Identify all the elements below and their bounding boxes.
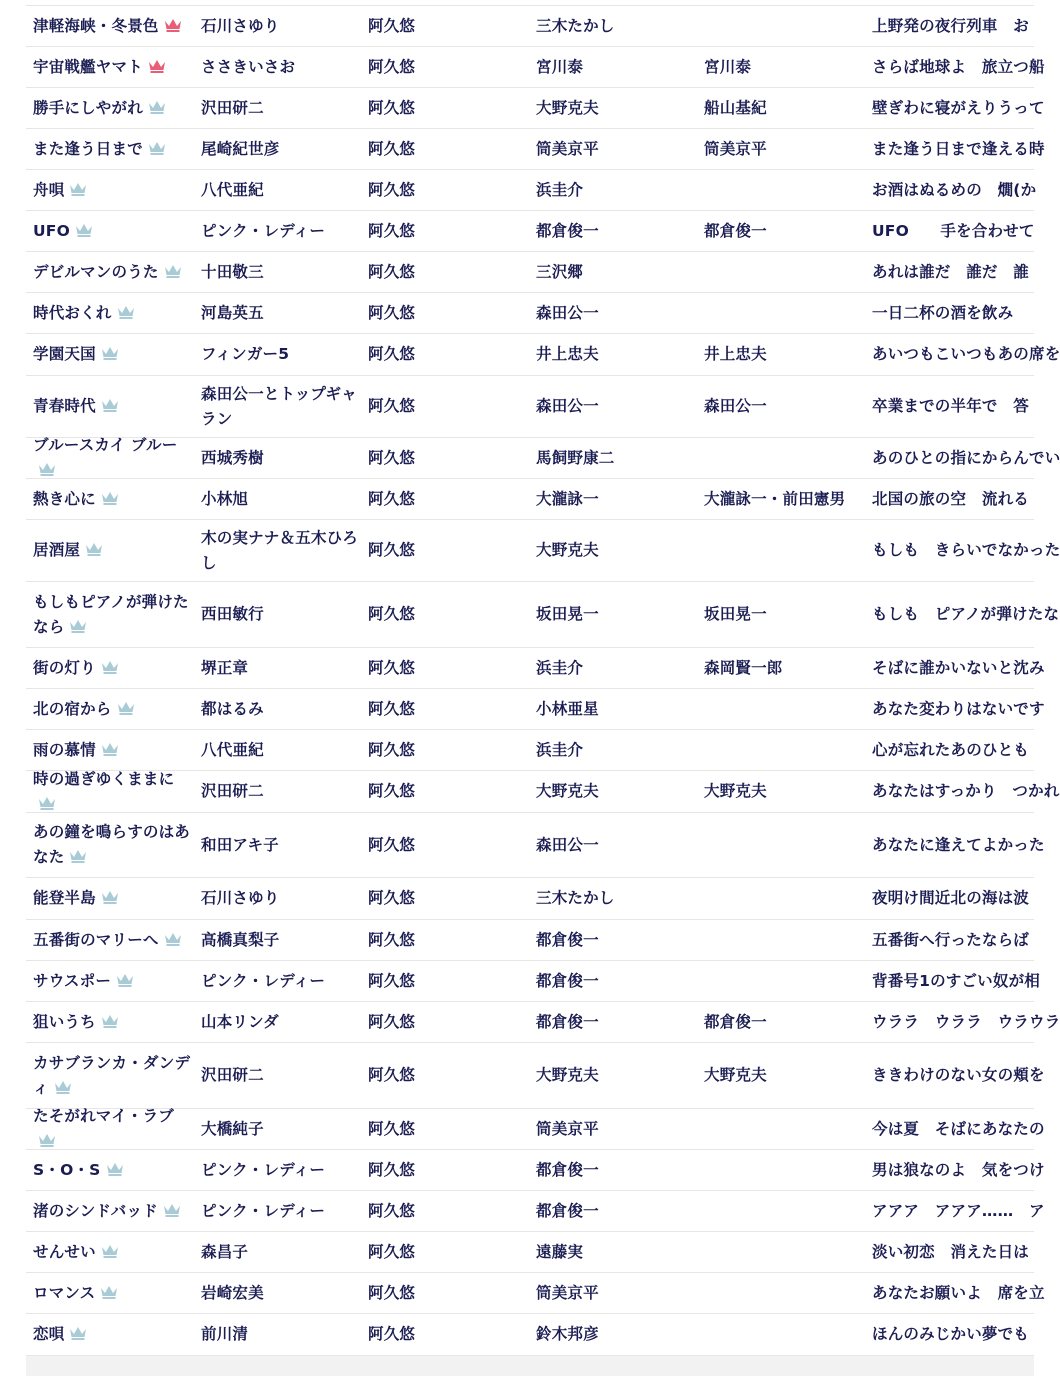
artist-cell[interactable]: 尾崎紀世彦 [201,139,280,158]
artist-cell[interactable]: 木の実ナナ＆五木ひろし [201,528,359,572]
blue-crown-icon [38,796,56,811]
lyrics-start-cell: 上野発の夜行列車 お [872,16,1030,35]
blue-crown-icon [101,660,119,675]
composer-cell[interactable]: 大瀧詠一 [536,489,599,508]
blue-crown-icon [164,932,182,947]
song-title-link[interactable]: 五番街のマリーへ [33,930,159,949]
table-row [26,170,1037,211]
composer-cell[interactable]: 大野克夫 [536,541,599,559]
song-title-cell [26,88,194,128]
blue-crown-icon [75,223,93,238]
composer-cell[interactable]: 都倉俊一 [536,221,599,240]
song-title-cell [26,771,194,812]
artist-cell[interactable]: 八代亜紀 [201,740,264,759]
blue-crown-icon [69,182,87,197]
arranger-cell[interactable]: 船山基紀 [704,98,767,117]
artist-cell[interactable]: 沢田研二 [201,1066,264,1084]
table-row [26,47,1045,88]
arranger-cell[interactable] [697,730,865,770]
lyricist-cell[interactable]: 阿久悠 [368,1160,416,1179]
artist-cell[interactable]: ピンク・レディー [201,971,326,990]
song-title-cell [26,211,194,251]
song-title-link[interactable]: S・O・S [33,1160,101,1179]
blue-crown-icon [101,1244,119,1259]
artist-cell[interactable]: 小林旭 [201,489,249,508]
lyricist-cell[interactable]: 阿久悠 [368,658,416,677]
song-title-link[interactable]: 時の過ぎゆくままに [33,769,175,788]
composer-cell[interactable]: 都倉俊一 [536,1160,599,1179]
composer-cell[interactable]: 浜圭介 [536,658,584,677]
composer-cell[interactable]: 三沢郷 [536,262,584,281]
song-title-cell [26,689,194,729]
song-title-link[interactable]: サウスポー [33,971,112,990]
artist-cell[interactable]: 沢田研二 [201,782,264,800]
table-row [26,689,1045,730]
table-row [26,252,1034,293]
arranger-cell[interactable]: 大野克夫 [704,782,767,800]
table-row [26,920,1034,961]
arranger-cell[interactable] [697,293,865,333]
artist-cell[interactable]: 森昌子 [201,1242,249,1261]
arranger-cell[interactable]: 坂田晃一 [704,605,767,623]
song-title-cell [26,520,194,581]
song-title-link[interactable]: 狙いうち [33,1012,96,1031]
lyricist-cell[interactable]: 阿久悠 [368,16,416,35]
arranger-cell[interactable] [697,1273,865,1313]
lyricist-cell[interactable]: 阿久悠 [368,971,416,990]
artist-cell[interactable]: ピンク・レディー [201,1201,326,1220]
song-title-cell [26,479,194,519]
blue-crown-icon [101,346,119,361]
composer-cell[interactable]: 大野克夫 [536,98,599,117]
table-row [26,293,1034,334]
artist-cell[interactable]: 大橋純子 [201,1119,264,1138]
composer-cell[interactable]: 筒美京平 [536,1283,599,1302]
lyricist-cell[interactable]: 阿久悠 [368,782,416,800]
lyricist-cell[interactable]: 阿久悠 [368,1283,416,1302]
composer-cell[interactable]: 大野克夫 [536,1066,599,1084]
blue-crown-icon [69,619,87,634]
composer-cell[interactable]: 都倉俊一 [536,1012,599,1031]
artist-cell[interactable]: 高橋真梨子 [201,930,280,949]
blue-crown-icon [148,141,166,156]
artist-cell[interactable]: ささきいさお [201,57,296,76]
blue-crown-icon [85,542,103,557]
table-row [26,582,1060,648]
song-title-cell [26,47,194,87]
song-title-link[interactable]: 雨の慕情 [33,740,96,759]
composer-cell[interactable]: 浜圭介 [536,740,584,759]
composer-cell[interactable]: 宮川泰 [536,57,584,76]
lyrics-start-cell: あなたお願いよ 席を立 [872,1283,1045,1302]
composer-cell[interactable]: 筒美京平 [536,1119,599,1138]
composer-cell[interactable]: 森田公一 [536,835,599,854]
lyricist-cell[interactable]: 阿久悠 [368,221,416,240]
song-title-link[interactable]: もしもピアノが弾けたなら [33,592,189,636]
artist-cell[interactable]: 石川さゆり [201,16,280,35]
lyricist-cell[interactable]: 阿久悠 [368,303,416,322]
blue-crown-icon [100,1285,118,1300]
table-row [26,1150,1045,1191]
lyrics-start-cell: さらば地球よ 旅立つ船 [872,57,1045,76]
arranger-cell[interactable] [697,520,865,581]
lyrics-start-cell: 北国の旅の空 流れる [872,489,1030,508]
lyrics-start-cell: お酒はぬるめの 燗(か [872,180,1037,199]
arranger-cell[interactable]: 宮川泰 [704,57,752,76]
song-title-cell [26,252,194,292]
arranger-cell[interactable]: 筒美京平 [704,139,767,158]
lyrics-start-cell: 心が忘れたあのひとも [872,740,1030,759]
red-crown-icon [148,59,166,74]
lyricist-cell[interactable]: 阿久悠 [368,57,416,76]
table-row [26,813,1045,878]
song-title-link[interactable]: 学園天国 [33,345,96,363]
table-row [26,730,1034,771]
composer-cell[interactable]: 遠藤実 [536,1242,584,1261]
artist-cell[interactable]: 十田敬三 [201,262,264,281]
artist-cell[interactable]: 森田公一とトップギャラン [201,384,357,428]
lyricist-cell[interactable]: 阿久悠 [368,889,416,907]
song-title-link[interactable]: 渚のシンドバッド [33,1201,158,1220]
song-title-cell [26,1002,194,1042]
lyrics-start-cell: 背番号1のすごい奴が相 [872,971,1040,990]
arranger-cell[interactable] [697,689,865,729]
composer-cell[interactable]: 浜圭介 [536,180,584,199]
song-title-link[interactable]: ブルースカイ ブルー [33,436,178,454]
song-title-link[interactable]: 津軽海峡・冬景色 [33,16,159,35]
lyricist-cell[interactable]: 阿久悠 [368,1066,416,1084]
blue-crown-icon [163,1203,181,1218]
blue-crown-icon [116,973,134,988]
artist-cell[interactable]: 沢田研二 [201,98,264,117]
table-row [26,1314,1034,1356]
arranger-cell[interactable]: 井上忠夫 [704,345,767,363]
lyricist-cell[interactable]: 阿久悠 [368,1242,416,1261]
lyricist-cell[interactable]: 阿久悠 [368,835,416,854]
lyrics-start-cell: もしも ピアノが弾けたな [872,605,1060,623]
artist-cell[interactable]: 前川清 [201,1325,249,1343]
lyricist-cell[interactable]: 阿久悠 [368,139,416,158]
arranger-cell[interactable] [697,961,865,1001]
lyricist-cell[interactable]: 阿久悠 [368,448,416,467]
song-title-link[interactable]: 舟唄 [33,180,65,199]
table-row [26,479,1034,520]
song-title-link[interactable]: たそがれマイ・ラブ [33,1107,174,1125]
arranger-cell[interactable] [697,878,865,919]
lyrics-start-cell: ききわけのない女の頬を [872,1066,1045,1084]
lyricist-cell[interactable]: 阿久悠 [368,605,416,623]
song-title-link[interactable]: 能登半島 [33,889,96,907]
lyrics-start-cell: アアア アアア…… ア [872,1201,1045,1220]
lyricist-cell[interactable]: 阿久悠 [368,397,416,415]
arranger-cell[interactable] [697,438,865,478]
artist-cell[interactable]: 河島英五 [201,303,264,322]
song-title-cell [26,1273,194,1313]
lyricist-cell[interactable]: 阿久悠 [368,489,416,508]
lyrics-start-cell: あなたはすっかり つかれ [872,782,1060,800]
song-title-cell [26,6,194,46]
song-title-link[interactable]: また逢う日まで [33,139,143,158]
lyrics-start-cell: 一日二杯の酒を飲み [872,303,1014,322]
lyrics-start-cell: 五番街へ行ったならば [872,930,1030,949]
table-row [26,334,1060,376]
lyricist-cell[interactable]: 阿久悠 [368,1012,416,1031]
arranger-cell[interactable]: 都倉俊一 [704,221,767,240]
table-row [26,878,1034,920]
song-title-cell [26,334,194,375]
song-title-cell [26,1150,194,1190]
red-crown-icon [164,18,182,33]
lyrics-start-cell: 今は夏 そばにあなたの [872,1119,1045,1138]
song-title-link[interactable]: 青春時代 [33,397,96,415]
artist-cell[interactable]: 石川さゆり [201,889,280,907]
song-title-cell [26,1109,194,1149]
table-row [26,211,1034,252]
song-title-cell [26,376,194,437]
blue-crown-icon [69,849,87,864]
arranger-cell[interactable]: 大瀧詠一・前田憲男 [704,489,846,508]
table-row [26,88,1045,129]
lyricist-cell[interactable]: 阿久悠 [368,98,416,117]
blue-crown-icon [117,305,135,320]
song-title-cell [26,293,194,333]
lyrics-start-cell: ほんのみじかい夢でも [872,1325,1030,1343]
lyricist-cell[interactable]: 阿久悠 [368,1201,416,1220]
lyricist-cell[interactable]: 阿久悠 [368,1119,416,1138]
song-title-cell [26,129,194,169]
song-title-link[interactable]: 勝手にしやがれ [33,98,143,117]
song-title-link[interactable]: 北の宿から [33,699,112,718]
composer-cell[interactable]: 馬飼野康二 [536,448,615,467]
song-title-cell [26,730,194,770]
song-title-link[interactable]: あの鐘を鳴らすのはあなた [33,823,191,866]
lyricist-cell[interactable]: 阿久悠 [368,541,416,559]
song-title-cell [26,582,194,647]
table-row [26,1232,1034,1273]
arranger-cell[interactable]: 都倉俊一 [704,1012,767,1031]
song-title-cell [26,1043,194,1108]
blue-crown-icon [101,742,119,757]
arranger-cell[interactable] [697,170,865,210]
arranger-cell[interactable] [697,1109,865,1149]
blue-crown-icon [164,264,182,279]
artist-cell[interactable]: 西城秀樹 [201,448,264,467]
lyricist-cell[interactable]: 阿久悠 [368,345,416,363]
lyrics-start-cell: あいつもこいつもあの席を [872,345,1060,363]
composer-cell[interactable]: 坂田晃一 [536,605,599,623]
blue-crown-icon [101,890,119,905]
composer-cell[interactable]: 都倉俊一 [536,971,599,990]
arranger-cell[interactable] [697,1232,865,1272]
artist-cell[interactable]: 和田アキ子 [201,835,279,854]
composer-cell[interactable]: 森田公一 [536,397,599,415]
table-row [26,436,1060,479]
arranger-cell[interactable] [697,1314,865,1355]
table-row [26,376,1034,438]
lyricist-cell[interactable]: 阿久悠 [368,1325,416,1343]
song-title-cell [26,170,194,210]
table-row [26,769,1060,813]
composer-cell[interactable]: 三木たかし [536,16,615,35]
lyrics-start-cell: UFO 手を合わせて [872,221,1035,240]
lyrics-start-cell: ウララ ウララ ウラウラ [872,1012,1060,1031]
song-title-link[interactable]: UFO [33,221,70,240]
composer-cell[interactable]: 筒美京平 [536,139,599,158]
blue-crown-icon [101,491,119,506]
blue-crown-icon [117,701,135,716]
table-row-partial [26,1356,1034,1376]
artist-cell[interactable]: ピンク・レディー [201,1160,326,1179]
song-title-link[interactable]: カサブランカ・ダンディ [33,1053,191,1097]
song-title-link[interactable]: 街の灯り [33,658,96,677]
artist-cell[interactable]: 八代亜紀 [201,180,264,199]
blue-crown-icon [148,100,166,115]
lyricist-cell[interactable]: 阿久悠 [368,262,416,281]
blue-crown-icon [54,1080,72,1095]
artist-cell[interactable]: 岩崎宏美 [201,1283,264,1302]
song-title-cell [26,438,194,478]
song-title-cell [26,1314,194,1355]
lyrics-start-cell: 男は狼なのよ 気をつけ [872,1160,1045,1179]
song-title-link[interactable]: デビルマンのうた [33,262,159,281]
song-title-link[interactable]: 熱き心に [33,489,96,508]
arranger-cell[interactable] [697,813,865,877]
artist-cell[interactable]: フィンガー5 [201,345,290,363]
arranger-cell[interactable] [697,252,865,292]
composer-cell[interactable]: 都倉俊一 [536,1201,599,1220]
table-row [26,1191,1045,1232]
lyrics-start-cell: 壁ぎわに寝がえりうって [872,98,1045,117]
table-row [26,1043,1045,1109]
arranger-cell[interactable]: 森岡賢一郎 [704,658,783,677]
artist-cell[interactable]: 都はるみ [201,699,264,718]
blue-crown-icon [38,1133,56,1148]
table-row [26,129,1045,170]
table-row [26,6,1034,47]
arranger-cell[interactable] [697,1150,865,1190]
lyricist-cell[interactable]: 阿久悠 [368,180,416,199]
composer-cell[interactable]: 森田公一 [536,303,599,322]
song-title-cell [26,1232,194,1272]
arranger-cell[interactable] [697,6,865,46]
song-title-cell [26,920,194,960]
table-row [26,961,1040,1002]
lyricist-cell[interactable]: 阿久悠 [368,740,416,759]
blue-crown-icon [38,462,56,477]
blue-crown-icon [69,1326,87,1341]
arranger-cell[interactable] [697,920,865,960]
arranger-cell[interactable]: 大野克夫 [704,1066,767,1084]
lyrics-start-cell: また逢う日まで逢える時 [872,139,1045,158]
table-row [26,1002,1060,1043]
artist-cell[interactable]: 西田敏行 [201,605,264,623]
lyrics-start-cell: あのひとの指にからんでい [872,448,1060,467]
composer-cell[interactable]: 鈴木邦彦 [536,1325,599,1343]
table-row [26,1273,1045,1314]
composer-cell[interactable]: 三木たかし [536,889,615,907]
song-title-link[interactable]: 居酒屋 [33,541,81,559]
blue-crown-icon [101,398,119,413]
song-title-link[interactable]: 恋唄 [33,1325,65,1343]
lyricist-cell[interactable]: 阿久悠 [368,930,416,949]
lyricist-cell[interactable]: 阿久悠 [368,699,416,718]
song-title-cell [26,648,194,688]
lyrics-start-cell: 淡い初恋 消えた日は [872,1242,1030,1261]
composer-cell[interactable]: 井上忠夫 [536,345,599,363]
artist-cell[interactable]: 堺正章 [201,658,249,677]
song-title-link[interactable]: せんせい [33,1242,96,1261]
lyrics-start-cell: あれは誰だ 誰だ 誰 [872,262,1030,281]
artist-cell[interactable]: ピンク・レディー [201,221,326,240]
lyrics-start-cell: もしも きらいでなかった [872,541,1060,559]
blue-crown-icon [106,1162,124,1177]
table-row [26,1107,1045,1150]
composer-cell[interactable]: 大野克夫 [536,782,599,800]
song-title-link[interactable]: ロマンス [33,1283,96,1302]
blue-crown-icon [101,1014,119,1029]
composer-cell[interactable]: 都倉俊一 [536,930,599,949]
song-title-cell [26,878,194,919]
song-title-cell [26,1191,194,1231]
song-title-link[interactable]: 時代おくれ [33,303,112,322]
song-title-cell [26,961,194,1001]
lyrics-start-cell: そばに誰かいないと沈み [872,658,1045,677]
artist-cell[interactable]: 山本リンダ [201,1012,279,1031]
lyrics-start-cell: あなた変わりはないです [872,699,1045,718]
table-row [26,520,1060,582]
song-table [26,6,1060,1376]
song-title-link[interactable]: 宇宙戦艦ヤマト [33,57,143,76]
table-row [26,648,1045,689]
lyrics-start-cell: あなたに逢えてよかった [872,835,1045,854]
arranger-cell[interactable]: 森田公一 [704,397,767,415]
song-title-cell [26,813,194,877]
lyrics-start-cell: 卒業までの半年で 答 [872,397,1030,415]
arranger-cell[interactable] [697,1191,865,1231]
lyrics-start-cell: 夜明け間近北の海は波 [872,889,1030,907]
composer-cell[interactable]: 小林亜星 [536,699,599,718]
